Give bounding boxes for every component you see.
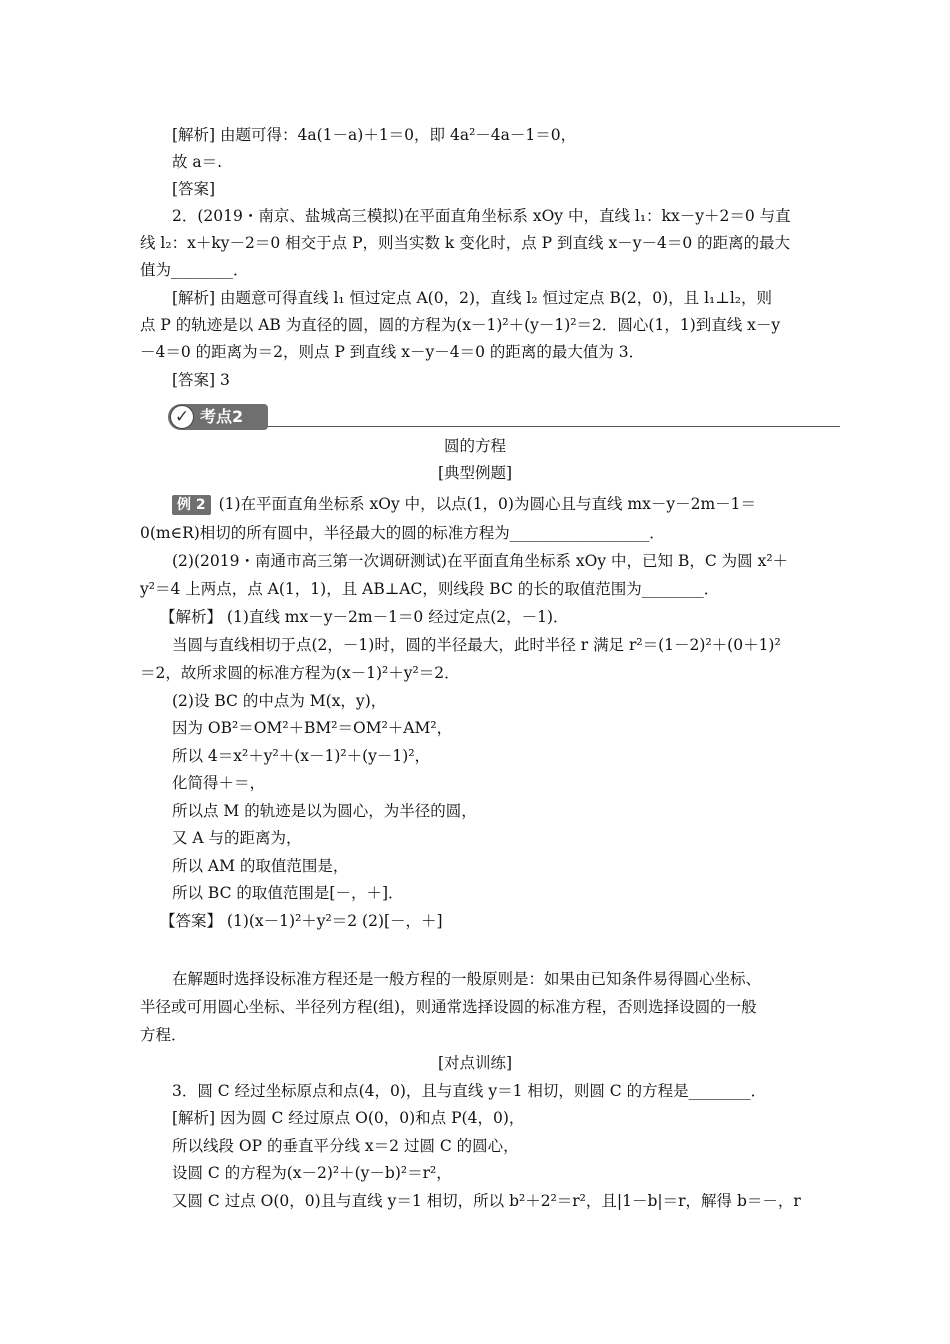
text-line: 当圆与直线相切于点(2，－1)时，圆的半径最大，此时半径 r 满足 r²＝(1－2)²＋(0＋1)² bbox=[172, 636, 781, 654]
text-line: [解析] 由题可得：4a(1－a)＋1＝0，即 4a²－4a－1＝0， bbox=[172, 126, 577, 144]
text-line: ＝2，故所求圆的标准方程为(x－1)²＋y²＝2． bbox=[140, 664, 460, 682]
text-line: 点 P 的轨迹是以 AB 为直径的圆，圆的方程为(x－1)²＋(y－1)²＝2．圆心(1，1)到直线 x－y bbox=[140, 316, 781, 334]
note-line: 半径或可用圆心坐标、半径列方程(组)，则通常选择设圆的标准方程，否则选择设圆的一般 bbox=[140, 998, 757, 1016]
example-text: (1)在平面直角坐标系 xOy 中，以点(1，0)为圆心且与直线 mx－y－2m－1＝ bbox=[218, 495, 757, 513]
text-line: 所以线段 OP 的垂直平分线 x＝2 过圆 C 的圆心， bbox=[172, 1137, 519, 1155]
text-line: (2)设 BC 的中点为 M(x，y)， bbox=[172, 692, 387, 710]
text-line: [答案] 3 bbox=[172, 371, 230, 389]
text-line: 化简得＋＝， bbox=[172, 774, 266, 792]
text-line: 0(m∈R)相切的所有圆中，半径最大的圆的标准方程为__________________． bbox=[140, 524, 665, 542]
text-line: 因为 OB²＝OM²＋BM²＝OM²＋AM²， bbox=[172, 719, 453, 737]
section-subtitle: [典型例题] bbox=[437, 464, 513, 482]
text-line: 所以点 M 的轨迹是以为圆心，为半径的圆， bbox=[172, 802, 477, 820]
training-title: [对点训练] bbox=[437, 1054, 513, 1072]
text-line: y²＝4 上两点，点 A(1，1)，且 AB⊥AC，则线段 BC 的长的取值范围为________． bbox=[140, 580, 720, 598]
text-line: －4＝0 的距离为＝2，则点 P 到直线 x－y－4＝0 的距离的最大值为 3． bbox=[140, 343, 645, 361]
text-line: [答案] bbox=[172, 180, 216, 198]
text-line: 【解析】 (1)直线 mx－y－2m－1＝0 经过定点(2，－1)． bbox=[160, 608, 569, 626]
text-line: 所以 AM 的取值范围是， bbox=[172, 857, 349, 875]
text-line: [解析] 因为圆 C 经过原点 O(0，0)和点 P(4，0)， bbox=[172, 1109, 525, 1127]
section-badge bbox=[168, 404, 268, 430]
section-title: 圆的方程 bbox=[443, 437, 506, 455]
text-line: (2)(2019・南通市高三第一次调研测试)在平面直角坐标系 xOy 中，已知 B，C 为圆 x²＋ bbox=[172, 552, 789, 570]
example-first-line bbox=[172, 493, 756, 515]
text-line: 设圆 C 的方程为(x－2)²＋(y－b)²＝r²， bbox=[172, 1164, 452, 1182]
section-rule bbox=[264, 426, 840, 427]
text-line: 故 a＝. bbox=[172, 153, 223, 171]
section-badge-label: 考点2 bbox=[200, 407, 244, 426]
text-line: 所以 4＝x²＋y²＋(x－1)²＋(y－1)²， bbox=[172, 747, 431, 765]
text-line: 又圆 C 过点 O(0，0)且与直线 y＝1 相切，所以 b²＋2²＝r²，且|1－b|＝r，解得 b＝－，r bbox=[172, 1192, 801, 1210]
text-line: 2．(2019・南京、盐城高三模拟)在平面直角坐标系 xOy 中，直线 l₁：kx－y＋2＝0 与直 bbox=[172, 207, 791, 225]
text-line: [解析] 由题意可得直线 l₁ 恒过定点 A(0，2)，直线 l₂ 恒过定点 B(2，0)，且 l₁⊥l₂，则 bbox=[172, 289, 772, 307]
example-badge: 例 2 bbox=[172, 495, 211, 515]
text-line: 线 l₂：x＋ky－2＝0 相交于点 P，则当实数 k 变化时，点 P 到直线 x－y－4＝0 的距离的最大 bbox=[140, 234, 791, 252]
note-line: 在解题时选择设标准方程还是一般方程的一般原则是：如果由已知条件易得圆心坐标、 bbox=[172, 970, 762, 988]
text-line: 3．圆 C 经过坐标原点和点(4，0)，且与直线 y＝1 相切，则圆 C 的方程是________． bbox=[172, 1082, 767, 1100]
check-icon: ✓ bbox=[170, 405, 194, 429]
section-header bbox=[168, 404, 840, 430]
text-line: 【答案】 (1)(x－1)²＋y²＝2 (2)[－，＋] bbox=[160, 912, 443, 930]
text-line: 又 A 与的距离为， bbox=[172, 829, 302, 847]
text-line: 所以 BC 的取值范围是[－，＋]． bbox=[172, 884, 404, 902]
text-line: 值为________． bbox=[140, 261, 249, 279]
note-line: 方程． bbox=[140, 1026, 187, 1044]
